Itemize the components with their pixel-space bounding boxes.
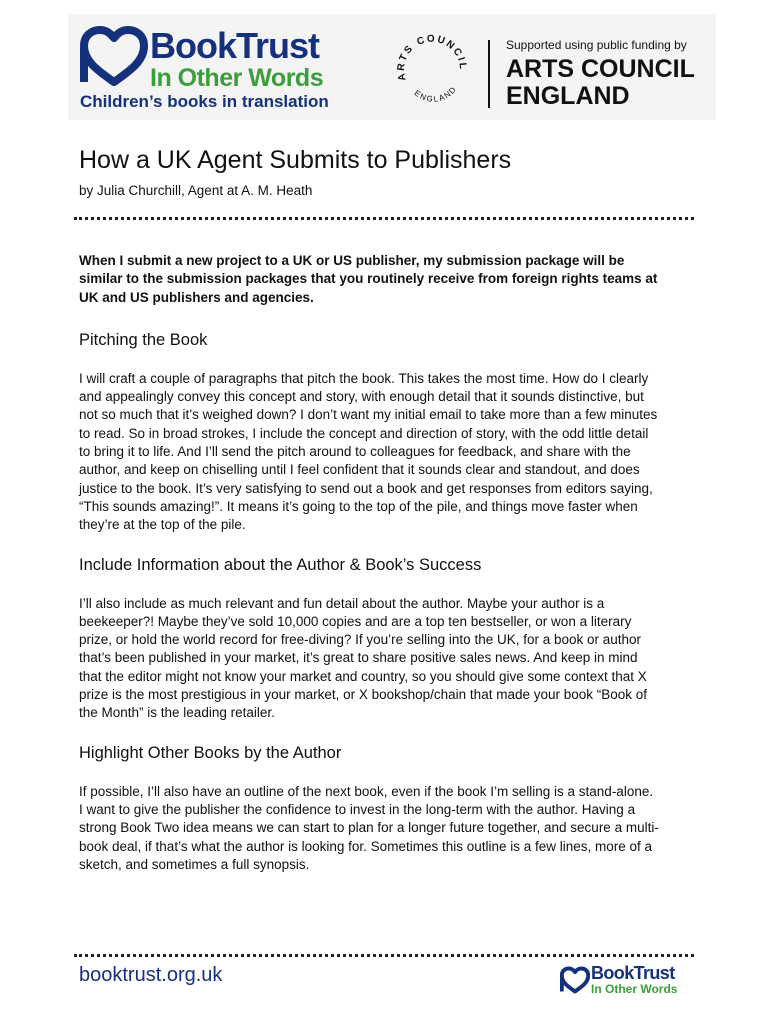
article-body xyxy=(79,252,659,893)
arts-council-supported-text: Supported using public funding by xyxy=(506,38,687,52)
booktrust-title: BookTrust xyxy=(150,25,320,66)
arts-council-divider xyxy=(488,40,490,108)
section-body-pitching: I will craft a couple of paragraphs that pitch the book. This takes the most time. How do I clearly and appealingly convey this concept and story, with enough detail that it sounds distinctive, but not so much that it’s weighed down? I don’t want my initial email to take more than a few minutes to read. So in broad strokes, I include the concept and direction of story, with the odd little detail to bring it to life. And I’ll send the pitch around to colleagues for feedback, and share with the author, and keep on chiselling until I feel confident that it sounds clear and standout, and does justice to the book. It’s very satisfying to send out a book and get responses from editors saying, “This sounds amazing!”. It means it’s going to the top of the pile, and things move faster when they’re at the top of the pile. xyxy=(79,370,658,533)
booktrust-tagline: Children’s books in translation xyxy=(80,92,329,111)
section-heading-other-books: Highlight Other Books by the Author xyxy=(79,743,342,762)
header-banner xyxy=(68,14,716,120)
arts-council-name: ARTS COUNCIL ENGLAND xyxy=(506,55,695,110)
section-heading-pitching: Pitching the Book xyxy=(79,330,208,349)
footer-booktrust-logo xyxy=(560,963,700,1000)
section-body-author-info: I’ll also include as much relevant and fun detail about the author. Maybe your author is a beekeeper?! Maybe they’ve sold 10,000 copies and are a top ten bestseller, or won a literary prize, or hold the world record for free-diving? If you’re selling into the UK, for a book or author that’s been published in your market, it’s great to share positive sales news. And keep in mind that the editor might not know your market and country, so you should give some context that X prize is the most prestigious in your market, or X bookshop/chain that made your book “Book of the Month” is the leading retailer. xyxy=(79,595,648,721)
top-dotted-divider xyxy=(74,217,694,220)
section-body-other-books: If possible, I’ll also have an outline of the next book, even if the book I’m selling is a stand-alone. I want to give the publisher the confidence to invest in the long-term with the author. Having a strong Book Two idea means we can start to plan for a longer future together, and secure a multi-book deal, if that’s what the author is looking for. Sometimes this outline is a few lines, more of a sketch, and sometimes a full synopsis. xyxy=(79,783,659,872)
footer-logo-title: BookTrust xyxy=(591,963,675,983)
byline: by Julia Churchill, Agent at A. M. Heath xyxy=(79,183,313,198)
bottom-dotted-divider xyxy=(74,954,694,957)
svg-text:ENGLAND: ENGLAND xyxy=(412,84,459,104)
page-title: How a UK Agent Submits to Publishers xyxy=(79,146,512,174)
arts-council-seal xyxy=(394,32,474,112)
footer-logo-subtitle: In Other Words xyxy=(591,982,678,996)
footer-url-link[interactable]: booktrust.org.uk xyxy=(79,964,223,986)
svg-text:ARTS COUNCIL: ARTS COUNCIL xyxy=(395,33,469,82)
intro-paragraph: When I submit a new project to a UK or US publisher, my submission package will be similar to the submission packages that you routinely receive from foreign rights teams at UK and US publishers and agencies. xyxy=(79,253,658,305)
footer-heart-icon xyxy=(560,966,590,994)
booktrust-logo xyxy=(80,26,370,116)
booktrust-heart-icon xyxy=(80,26,148,86)
booktrust-subtitle: In Other Words xyxy=(150,64,324,92)
section-heading-author-info: Include Information about the Author & Book’s Success xyxy=(79,555,482,574)
arts-council-logo xyxy=(394,32,714,112)
